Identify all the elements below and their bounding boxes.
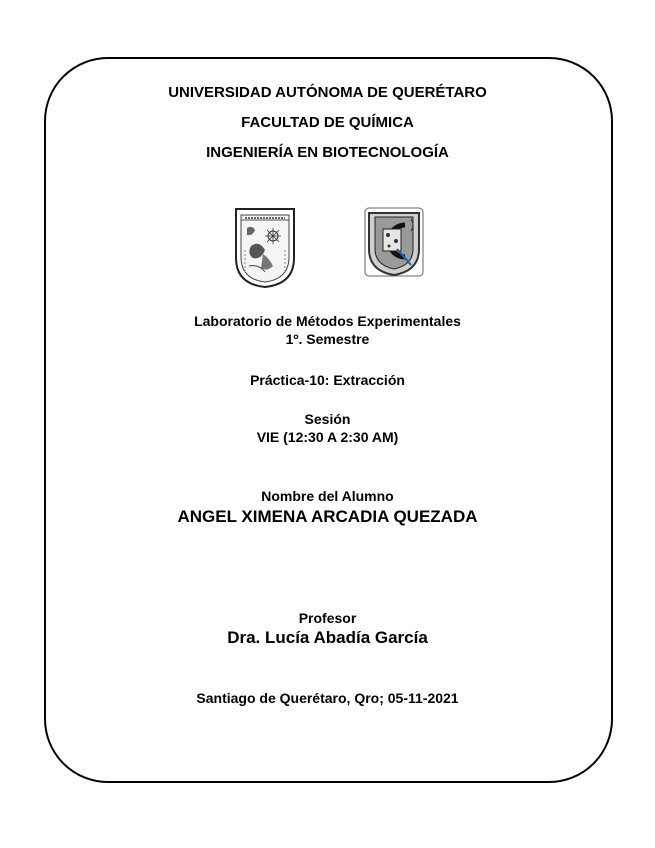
program-name: INGENIERÍA EN BIOTECNOLOGÍA	[206, 144, 449, 161]
faculty-chemistry-seal-icon	[361, 205, 427, 279]
student-label: Nombre del Alumno	[261, 488, 394, 504]
professor-label: Profesor	[298, 610, 357, 626]
university-name: UNIVERSIDAD AUTÓNOMA DE QUERÉTARO	[168, 84, 487, 101]
course-name: Laboratorio de Métodos Experimentales	[194, 313, 461, 329]
student-name: ANGEL XIMENA ARCADIA QUEZADA	[177, 507, 478, 526]
practice-title: Práctica-10: Extracción	[250, 372, 405, 388]
course-semester: 1º. Semestre	[285, 331, 370, 347]
faculty-name: FACULTAD DE QUÍMICA	[241, 114, 414, 131]
session-label: Sesión	[304, 411, 351, 427]
uaq-seal-icon	[233, 206, 297, 290]
place-date: Santiago de Querétaro, Qro; 05-11-2021	[196, 690, 459, 706]
professor-name: Dra. Lucía Abadía García	[227, 628, 428, 647]
session-time: VIE (12:30 A 2:30 AM)	[256, 429, 399, 445]
